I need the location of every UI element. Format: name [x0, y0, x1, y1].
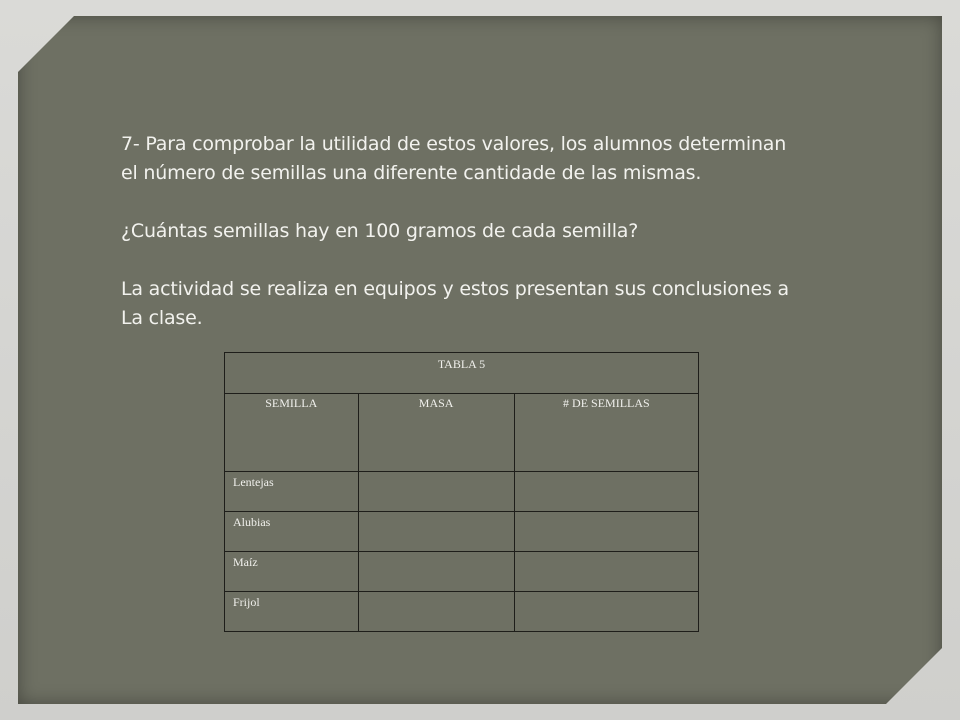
- header-num-semillas: # DE SEMILLAS: [514, 394, 698, 472]
- table-row: [225, 592, 699, 632]
- cell-seed-name: Lentejas: [225, 472, 359, 512]
- header-semilla: SEMILLA: [225, 394, 359, 472]
- cell-masa: [358, 472, 514, 512]
- cell-num-semillas: [514, 592, 698, 632]
- instruction-line-1: 7- Para comprobar la utilidad de estos valores, los alumnos determinan: [121, 133, 787, 155]
- cell-seed-name: Frijol: [225, 592, 359, 632]
- table-title: TABLA 5: [437, 357, 486, 371]
- question-text: ¿Cuántas semillas hay en 100 gramos de cada semilla?: [121, 220, 639, 242]
- cell-num-semillas: [514, 552, 698, 592]
- cell-seed-name: Maíz: [225, 552, 359, 592]
- slide-body-text: [121, 130, 841, 333]
- table-row: [225, 472, 699, 512]
- cell-masa: [358, 512, 514, 552]
- table-title-row: [225, 353, 699, 394]
- table-header-row: [225, 394, 699, 472]
- header-masa: MASA: [358, 394, 514, 472]
- activity-line-2: La clase.: [121, 307, 203, 329]
- table-row: [225, 552, 699, 592]
- table-row: [225, 512, 699, 552]
- table-title-cell: [225, 353, 699, 394]
- instruction-line-2: el número de semillas una diferente cantidade de las mismas.: [121, 162, 702, 184]
- seeds-table: [224, 352, 699, 632]
- cell-num-semillas: [514, 472, 698, 512]
- cell-num-semillas: [514, 512, 698, 552]
- cell-masa: [358, 552, 514, 592]
- cell-masa: [358, 592, 514, 632]
- activity-line-1: La actividad se realiza en equipos y estos presentan sus conclusiones a: [121, 278, 789, 300]
- cell-seed-name: Alubias: [225, 512, 359, 552]
